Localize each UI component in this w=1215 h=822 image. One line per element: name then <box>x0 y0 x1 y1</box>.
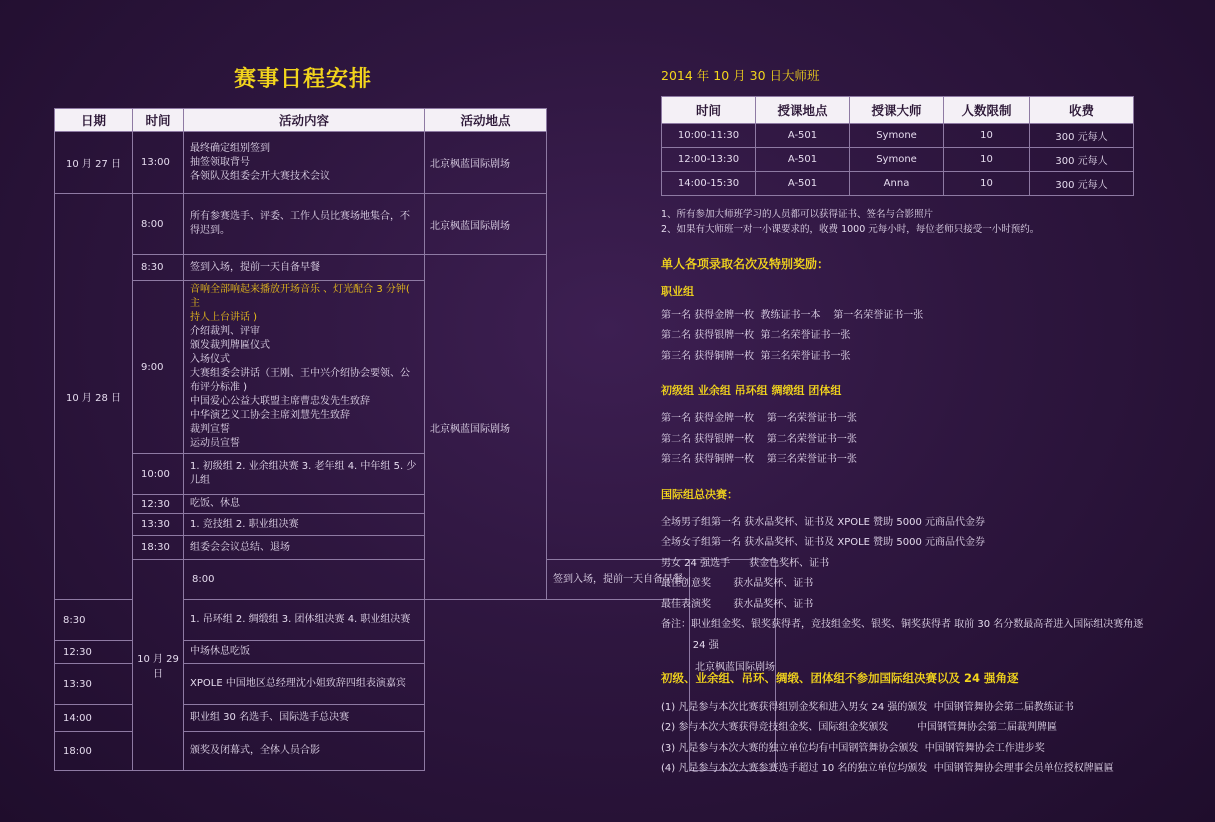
time-cell: 12:30 <box>55 641 133 664</box>
date-cell: 10 月 29 日 <box>133 560 184 771</box>
date-cell: 10 月 28 日 <box>55 194 133 600</box>
time-cell: 14:00 <box>55 705 133 732</box>
activity-cell: 签到入场，提前一天自备早餐 <box>547 560 690 600</box>
intl-final-title: 国际组总决赛： <box>661 488 738 501</box>
activity-line: 裁判宣誓 <box>190 424 230 435</box>
cell-location: A-501 <box>756 148 850 172</box>
table-row <box>662 148 1134 172</box>
non-intl-title: 初级、业余组、吊环、绸缎、团体组不参加国际组决赛以及 24 强角逐 <box>661 671 1019 685</box>
activity-line: 抽签领取背号 <box>190 156 250 168</box>
non-intl-line: (4) 凡是参与本次大赛参赛选手超过 10 名的独立单位均颁发 中国钢管舞协会理事会员单位授权牌匾匾 <box>661 763 1114 774</box>
master-class-table <box>661 96 1134 196</box>
time-cell: 18:30 <box>133 536 184 560</box>
cell-time: 10:00-11:30 <box>662 124 756 148</box>
header-fee: 收费 <box>1030 97 1134 124</box>
header-date: 日期 <box>55 109 133 132</box>
activity-line: 介绍裁判、评审 <box>190 326 260 337</box>
table-row <box>662 124 1134 148</box>
cell-teacher: Symone <box>850 148 944 172</box>
intl-award-note: 备注：职业组金奖、银奖获得者，竞技组金奖、银奖、铜奖获得者 取前 30 名分数最高者进入国际组决赛角逐 <box>661 619 1144 630</box>
time-cell: 10:00 <box>133 454 184 495</box>
venue-cell: 北京枫蓝国际剧场 <box>690 560 776 771</box>
header-capacity: 人数限制 <box>944 97 1030 124</box>
activity-line: 入场仪式 <box>190 354 230 365</box>
time-cell: 8:30 <box>133 255 184 281</box>
highlight-line: 音响全部响起来播放开场音乐 、灯光配合 3 分钟( 主 <box>190 284 410 309</box>
activity-cell: XPOLE 中国地区总经理沈小姐致辞四组表演嘉宾 <box>184 664 425 705</box>
time-cell: 13:30 <box>55 664 133 705</box>
venue-cell: 北京枫蓝国际剧场 <box>425 132 547 194</box>
activity-cell: 吃饭、休息 <box>184 495 425 514</box>
activity-line: 中华演艺义工协会主席刘慧先生致辞 <box>190 410 350 421</box>
activity-cell <box>184 454 425 495</box>
time-cell: 13:30 <box>133 514 184 536</box>
date-cell: 10 月 27 日 <box>55 132 133 194</box>
intl-award-line: 全场女子组第一名 获水晶奖杯、证书及 XPOLE 赞助 5000 元商品代金券 <box>661 537 985 548</box>
table-row <box>662 172 1134 196</box>
intl-award-line: 最佳创意奖 获水晶奖杯、证书 <box>661 578 814 589</box>
pro-award-line: 第二名 获得银牌一枚 第二名荣誉证书一张 <box>661 330 851 341</box>
intl-award-line: 最佳表演奖 获水晶奖杯、证书 <box>661 599 814 610</box>
non-intl-line: (3) 凡是参与本次大赛的独立单位均有中国钢管舞协会颁发 中国钢管舞协会工作进步奖 <box>661 743 1045 754</box>
single-awards-title: 单人各项录取名次及特别奖励： <box>661 257 830 271</box>
pro-award-line: 第三名 获得铜牌一枚 第三名荣誉证书一张 <box>661 351 851 362</box>
cell-fee: 300 元每人 <box>1030 172 1134 196</box>
activity-line: 1. 初级组 2. 业余组决赛 3. 老年组 4. 中年组 5. 少 <box>190 461 417 472</box>
time-cell: 18:00 <box>55 732 133 771</box>
activity-line: 中国爱心公益大联盟主席曹忠发先生致辞 <box>190 396 370 407</box>
cell-capacity: 10 <box>944 124 1030 148</box>
venue-cell: 北京枫蓝国际剧场 <box>425 194 547 255</box>
junior-award-line: 第一名 获得金牌一枚 第一名荣誉证书一张 <box>661 413 857 424</box>
cell-fee: 300 元每人 <box>1030 148 1134 172</box>
activity-cell: 1. 吊环组 2. 绸缎组 3. 团体组决赛 4. 职业组决赛 <box>184 600 425 641</box>
master-header-row <box>662 97 1134 124</box>
cell-time: 12:00-13:30 <box>662 148 756 172</box>
pro-group-title: 职业组 <box>661 285 694 298</box>
header-time: 时间 <box>133 109 184 132</box>
cell-capacity: 10 <box>944 172 1030 196</box>
cell-location: A-501 <box>756 172 850 196</box>
activity-line: 各领队及组委会开大赛技术会议 <box>190 170 330 182</box>
time-cell: 9:00 <box>133 281 184 454</box>
cell-time: 14:00-15:30 <box>662 172 756 196</box>
venue-cell: 北京枫蓝国际剧场 <box>425 255 547 600</box>
cell-teacher: Anna <box>850 172 944 196</box>
header-time: 时间 <box>662 97 756 124</box>
activity-line: 所有参赛选手、评委、工作人员比赛场地集合，不 <box>190 211 410 222</box>
header-venue: 活动地点 <box>425 109 547 132</box>
activity-line: 布评分标准 ) <box>190 382 248 393</box>
activity-cell <box>184 281 425 454</box>
master-class-title: 2014 年 10 月 30 日大师班 <box>661 68 820 83</box>
schedule-title: 赛事日程安排 <box>233 67 372 92</box>
pro-award-line: 第一名 获得金牌一枚 教练证书一本 第一名荣誉证书一张 <box>661 310 924 321</box>
non-intl-line: (1) 凡是参与本次比赛获得组别金奖和进入男女 24 强的颁发 中国钢管舞协会第二届教练证书 <box>661 702 1074 713</box>
activity-line: 颁发裁判牌匾仪式 <box>190 340 270 351</box>
activity-cell: 组委会会议总结、退场 <box>184 536 425 560</box>
junior-award-line: 第二名 获得银牌一枚 第二名荣誉证书一张 <box>661 434 857 445</box>
master-note-1: 1、所有参加大师班学习的人员都可以获得证书、签名与合影照片 <box>661 209 934 220</box>
cell-capacity: 10 <box>944 148 1030 172</box>
time-cell: 13:00 <box>133 132 184 194</box>
highlight-line: 持人上台讲话 ) <box>190 312 258 323</box>
time-cell: 12:30 <box>133 495 184 514</box>
intl-award-line: 男女 24 强选手 获金色奖杯、证书 <box>661 558 830 569</box>
activity-cell: 中场休息吃饭 <box>184 641 425 664</box>
time-cell: 8:00 <box>133 194 184 255</box>
activity-line: 运动员宣誓 <box>190 438 240 449</box>
junior-group-title: 初级组 业余组 吊环组 绸缎组 团体组 <box>661 384 842 397</box>
cell-fee: 300 元每人 <box>1030 124 1134 148</box>
activity-cell: 颁奖及闭幕式，全体人员合影 <box>184 732 425 771</box>
non-intl-line: (2) 参与本次大赛获得竞技组金奖、国际组金奖颁发 中国钢管舞协会第二届裁判牌匾 <box>661 722 1057 733</box>
intl-award-note: 24 强 <box>661 640 719 651</box>
activity-cell <box>184 194 425 255</box>
intl-award-line: 全场男子组第一名 获水晶奖杯、证书及 XPOLE 赞助 5000 元商品代金券 <box>661 517 985 528</box>
master-note-2: 2、如果有大师班一对一小课要求的，收费 1000 元每小时，每位老师只接受一小时预约。 <box>661 224 1040 235</box>
activity-cell <box>184 132 425 194</box>
header-activity: 活动内容 <box>184 109 425 132</box>
time-cell: 8:00 <box>184 560 425 600</box>
cell-teacher: Symone <box>850 124 944 148</box>
time-cell: 8:30 <box>55 600 133 641</box>
activity-line: 得迟到。 <box>190 225 230 236</box>
header-teacher: 授课大师 <box>850 97 944 124</box>
activity-line: 儿组 <box>190 475 210 486</box>
activity-line: 大赛组委会讲话（王刚、王中兴介绍协会要领、公 <box>190 368 410 379</box>
activity-cell: 职业组 30 名选手、国际选手总决赛 <box>184 705 425 732</box>
activity-line: 最终确定组别签到 <box>190 142 270 154</box>
activity-cell: 签到入场，提前一天自备早餐 <box>184 255 425 281</box>
cell-location: A-501 <box>756 124 850 148</box>
junior-award-line: 第三名 获得铜牌一枚 第三名荣誉证书一张 <box>661 454 857 465</box>
activity-cell: 1. 竞技组 2. 职业组决赛 <box>184 514 425 536</box>
header-location: 授课地点 <box>756 97 850 124</box>
